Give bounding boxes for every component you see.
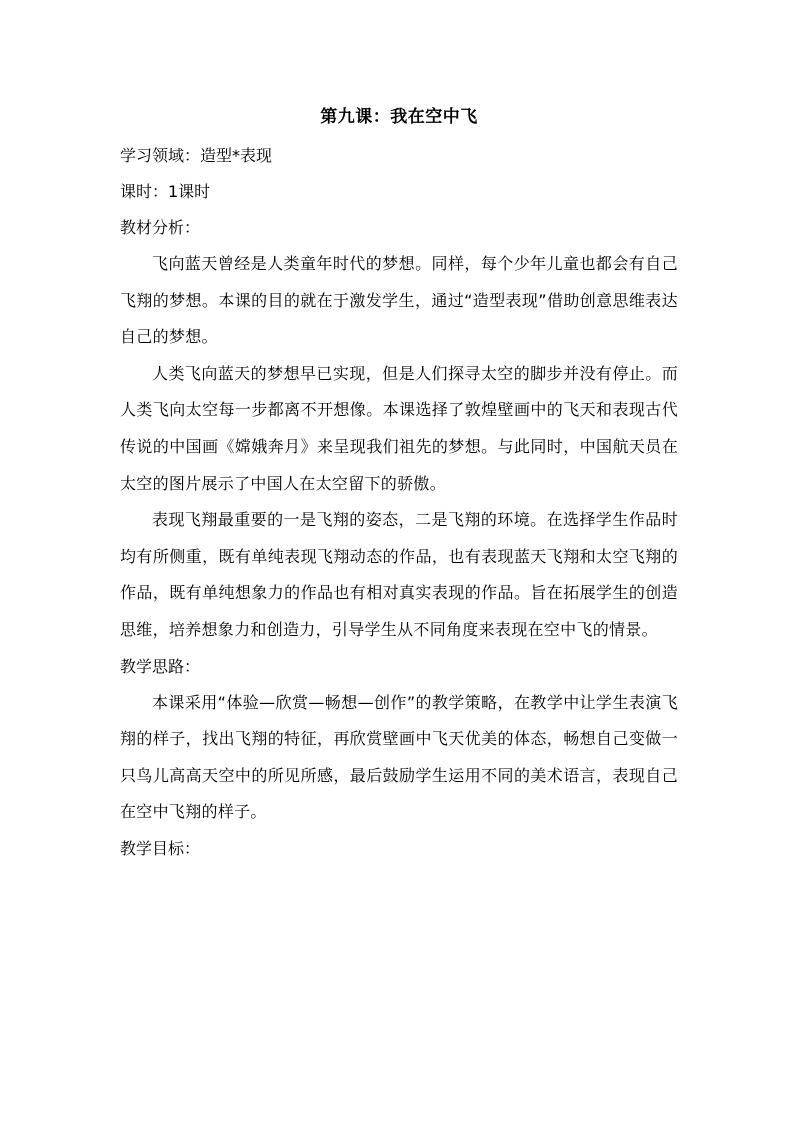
material-analysis-paragraph-3: 表现飞翔最重要的一是飞翔的姿态，二是飞翔的环境。在选择学生作品时均有所侧重，既有单纯表现飞翔动态的作品，也有表现蓝天飞翔和太空飞翔的作品，既有单纯想象力的作品也有相对真实表现的作品。旨在拓展学生的创造思维，培养想象力和创造力，引导学生从不同角度来表现在空中飞的情景。 bbox=[120, 510, 678, 639]
teaching-approach-heading: 教学思路： bbox=[120, 656, 201, 676]
material-analysis-paragraph-2: 人类飞向蓝天的梦想早已实现，但是人们探寻太空的脚步并没有停止。而人类飞向太空每一步都离不开想像。本课选择了敦煌壁画中的飞天和表现古代传说的中国画《嫦娥奔月》来呈现我们祖先的梦想。与此同时，中国航天员在太空的图片展示了中国人在太空留下的骄傲。 bbox=[120, 363, 678, 493]
learning-area-line: 学习领域：造型*表现 bbox=[120, 146, 273, 165]
teaching-goals-heading: 教学目标： bbox=[120, 838, 201, 858]
material-analysis-paragraph-1: 飞向蓝天曾经是人类童年时代的梦想。同样，每个少年儿童也都会有自己飞翔的梦想。本课的目的就在于激发学生，通过“造型表现”借助创意思维表达自己的梦想。 bbox=[120, 254, 678, 347]
teaching-approach-paragraph: 本课采用“体验—欣赏—畅想—创作”的教学策略，在教学中让学生表演飞翔的样子，找出飞翔的特征，再欣赏壁画中飞天优美的体态，畅想自己变做一只鸟儿高高天空中的所见所感，最后鼓励学生运用不同的美术语言，表现自己在空中飞翔的样子。 bbox=[120, 692, 678, 822]
class-hours-line: 课时：1课时 bbox=[120, 182, 211, 201]
lesson-title: 第九课：我在空中飞 bbox=[320, 107, 478, 127]
material-analysis-heading: 教材分析： bbox=[120, 218, 201, 237]
document-body bbox=[120, 103, 678, 867]
